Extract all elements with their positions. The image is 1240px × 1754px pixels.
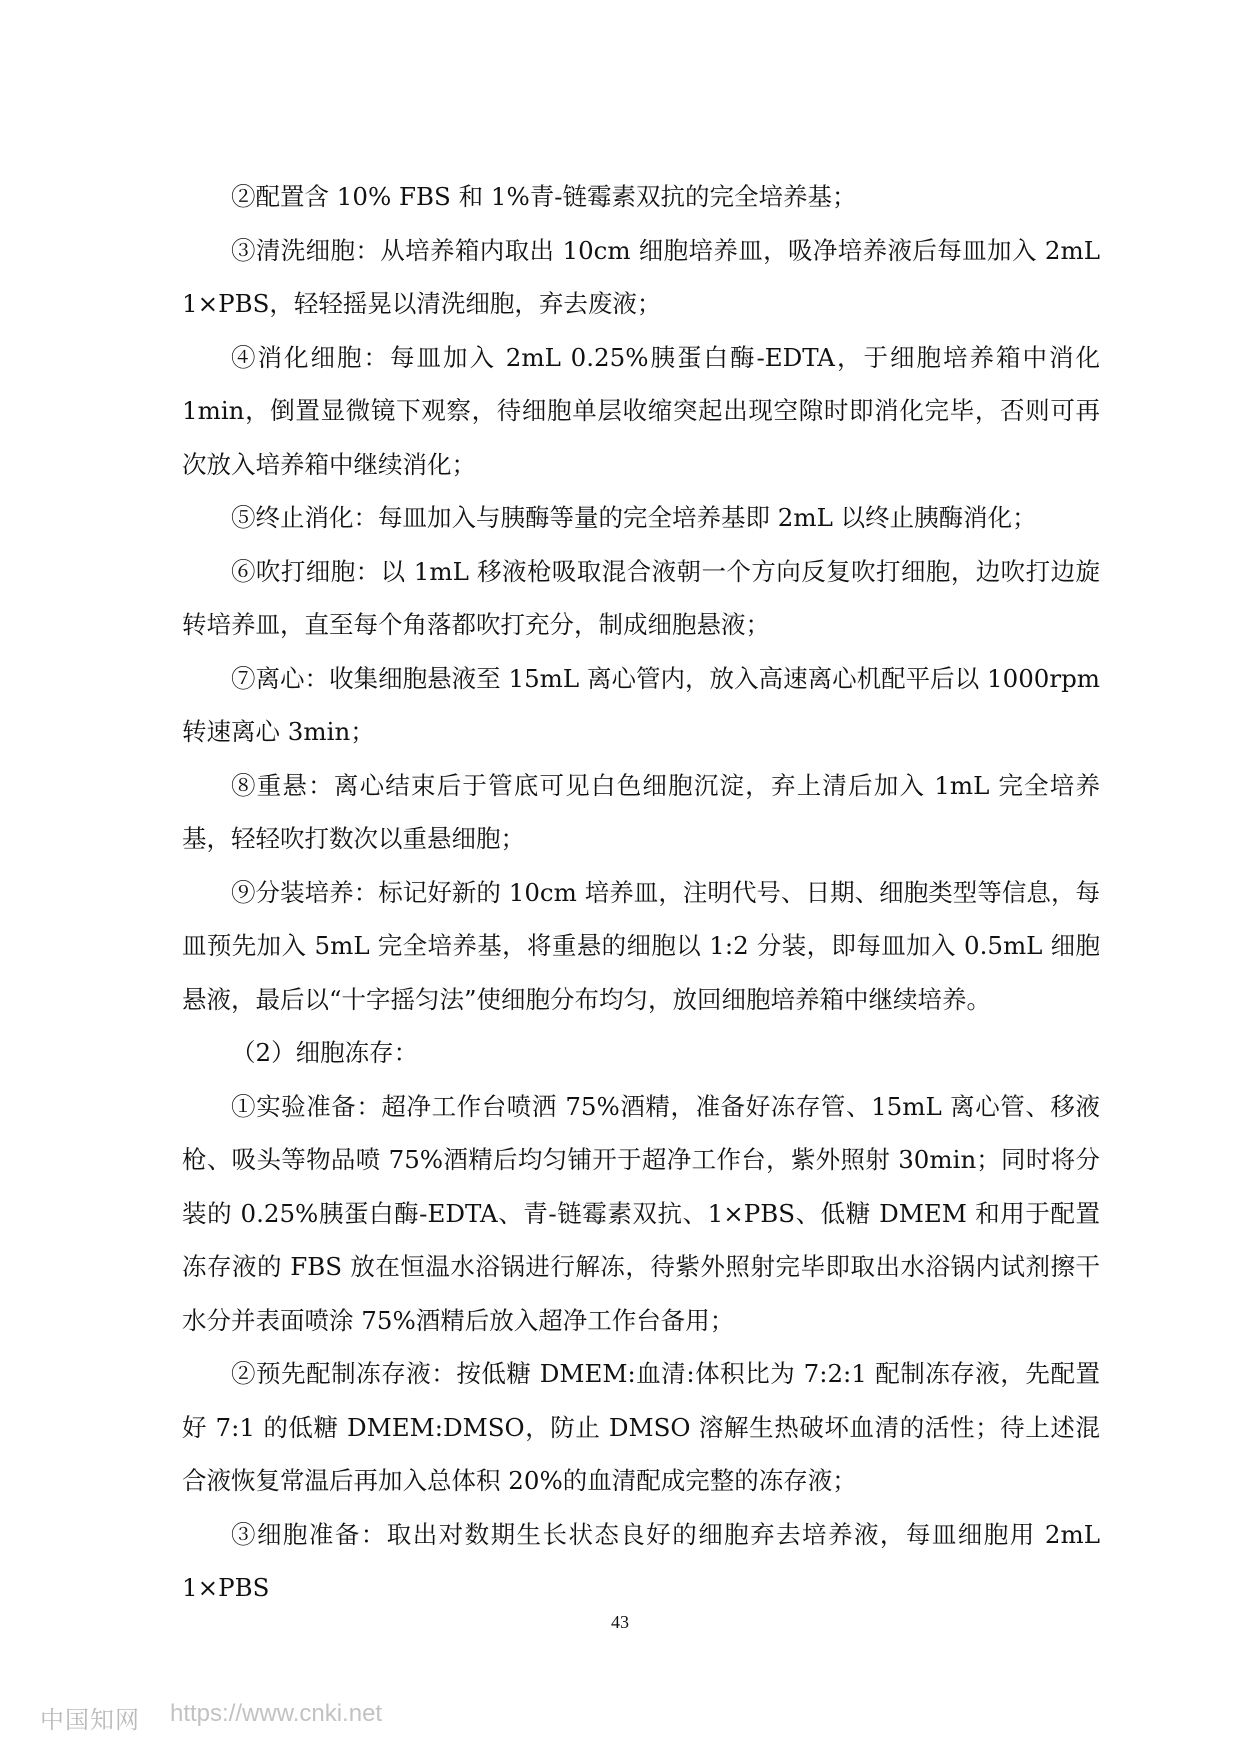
- paragraph-step-2-medium: ②配置含 10% FBS 和 1%青-链霉素双抗的完全培养基；: [231, 182, 857, 211]
- paragraph-step-9-passage: ⑨分装培养：标记好新的 10cm 培养皿，注明代号、日期、细胞类型等信息，每皿预先加入 5mL 完全培养基，将重悬的细胞以 1:2 分装，即每皿加入 0.5mL 细胞悬液，最后以“十字摇匀法”使细胞分布均匀，放回细胞培养箱中继续培养。: [182, 877, 1100, 1014]
- document-body: [182, 170, 1100, 1615]
- paragraph-step-8-resuspend: ⑧重悬：离心结束后于管底可见白色细胞沉淀，弃上清后加入 1mL 完全培养基，轻轻吹打数次以重悬细胞；: [182, 770, 1100, 853]
- watermark-brand: 中国知网: [40, 1706, 140, 1734]
- page-number: 43: [611, 1612, 629, 1632]
- paragraph-cryo-step-2-freezing-medium: ②预先配制冻存液：按低糖 DMEM:血清:体积比为 7:2:1 配制冻存液，先配置好 7:1 的低糖 DMEM:DMSO，防止 DMSO 溶解生热破坏血清的活性；待上述混合液恢复常温后再加入总体积 20%的血清配成完整的冻存液；: [182, 1359, 1100, 1495]
- paragraph-step-4-digest: ④消化细胞：每皿加入 2mL 0.25%胰蛋白酶-EDTA，于细胞培养箱中消化 1min，倒置显微镜下观察，待细胞单层收缩突起出现空隙时即消化完毕，否则可再次放入培养箱中继续消化；: [182, 342, 1100, 479]
- paragraph-cryo-step-1-prep: ①实验准备：超净工作台喷洒 75%酒精，准备好冻存管、15mL 离心管、移液枪、吸头等物品喷 75%酒精后均匀铺开于超净工作台，紫外照射 30min；同时将分装的 0.25%胰蛋白酶-EDTA、青-链霉素双抗、1×PBS、低糖 DMEM 和用于配置冻存液的 FBS 放在恒温水浴锅进行解冻，待紫外照射完毕即取出水浴锅内试剂擦干水分并表面喷涂 75%酒精后放入超净工作台备用；: [182, 1091, 1100, 1335]
- paragraph-step-7-centrifuge: ⑦离心：收集细胞悬液至 15mL 离心管内，放入高速离心机配平后以 1000rpm 转速离心 3min；: [182, 663, 1100, 746]
- paragraph-step-5-stop: ⑤终止消化：每皿加入与胰酶等量的完全培养基即 2mL 以终止胰酶消化；: [231, 503, 1037, 532]
- paragraph-cryo-step-3-cells: ③细胞准备：取出对数期生长状态良好的细胞弃去培养液，每皿细胞用 2mL 1×PBS: [182, 1519, 1100, 1602]
- paragraph-step-3-wash: ③清洗细胞：从培养箱内取出 10cm 细胞培养皿，吸净培养液后每皿加入 2mL 1×PBS，轻轻摇晃以清洗细胞，弃去废液；: [182, 235, 1100, 318]
- watermark-url: https://www.cnki.net: [170, 1700, 383, 1727]
- section-heading-cryopreservation: （2）细胞冻存：: [231, 1038, 419, 1067]
- paragraph-step-6-pipette: ⑥吹打细胞：以 1mL 移液枪吸取混合液朝一个方向反复吹打细胞，边吹打边旋转培养皿，直至每个角落都吹打充分，制成细胞悬液；: [182, 556, 1100, 639]
